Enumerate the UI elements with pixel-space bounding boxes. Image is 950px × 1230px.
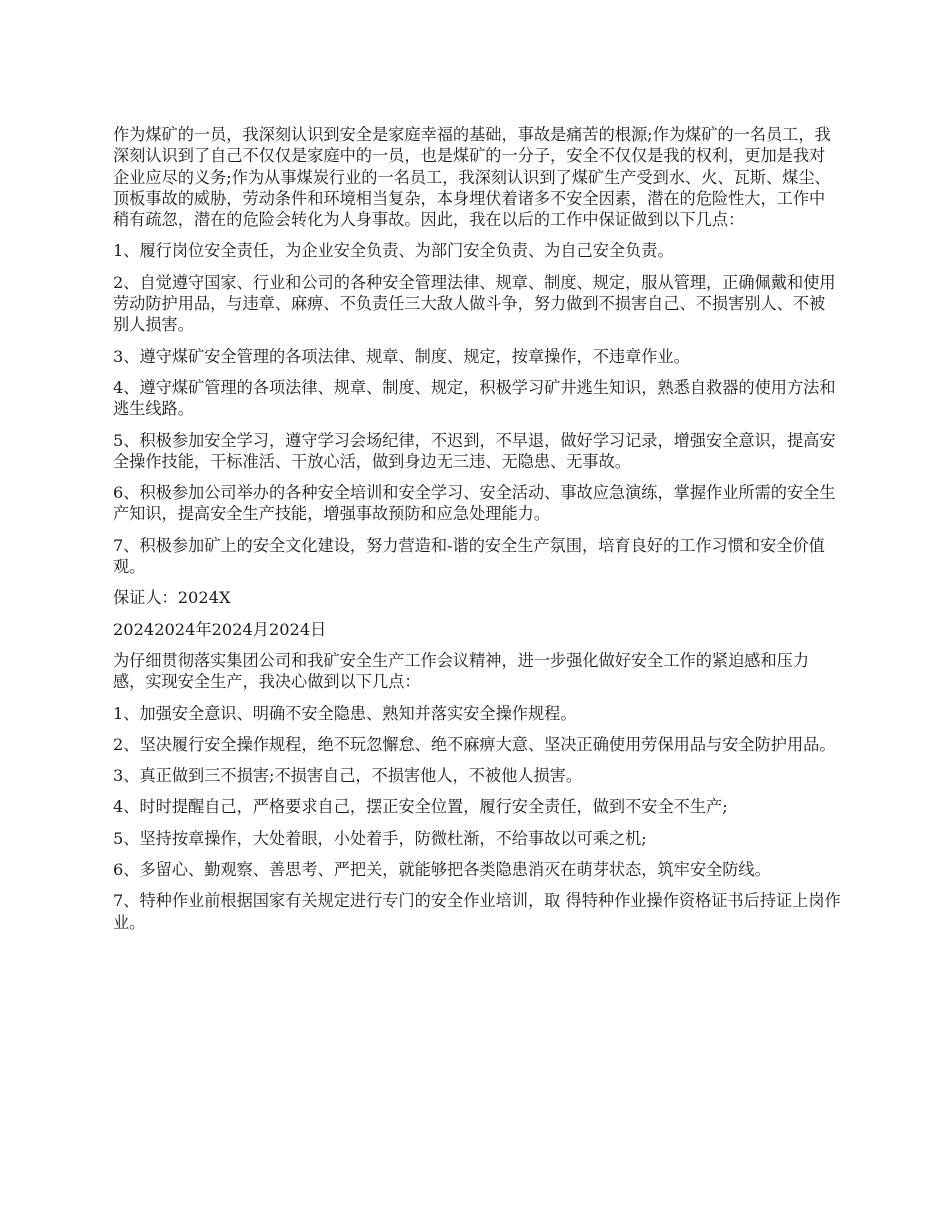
resolve-item-5: 5、坚持按章操作，大处着眼，小处着手，防微杜渐，不给事故以可乘之机; [113, 828, 647, 848]
document-body [113, 124, 841, 943]
pledge-item-1: 1、履行岗位安全责任，为企业安全负责、为部门安全负责、为自己安全负责。 [113, 241, 674, 261]
pledge-item-6: 6、积极参加公司举办的各种安全培训和安全学习、安全活动、事故应急演练，掌握作业所需的安全生产知识，提高安全生产技能，增强事故预防和应急处理能力。 [113, 483, 836, 524]
resolve-item-3: 3、真正做到三不损害;不损害自己，不损害他人，不被他人损害。 [113, 766, 583, 786]
guarantor-line: 保证人：2024X [113, 588, 231, 608]
resolve-item-2: 2、坚决履行安全操作规程，绝不玩忽懈怠、绝不麻痹大意、坚决正确使用劳保用品与安全防护用品。 [113, 734, 836, 754]
resolve-item-4: 4、时时提醒自己，严格要求自己，摆正安全位置，履行安全责任，做到不安全不生产; [113, 797, 728, 817]
resolve-item-6: 6、多留心、勤观察、善思考、严把关，就能够把各类隐患消灭在萌芽状态，筑牢安全防线。 [113, 860, 771, 880]
date-line: 20242024年2024月2024日 [113, 619, 327, 639]
resolve-item-1: 1、加强安全意识、明确不安全隐患、熟知并落实安全操作规程。 [113, 703, 577, 723]
second-intro-paragraph: 为仔细贯彻落实集团公司和我矿安全生产工作会议精神，进一步强化做好安全工作的紧迫感和压力感，实现安全生产，我决心做到以下几点： [113, 650, 810, 692]
intro-paragraph: 作为煤矿的一员，我深刻认识到安全是家庭幸福的基础，事故是痛苦的根源;作为煤矿的一名员工，我深刻认识到了自己不仅仅是家庭中的一员，也是煤矿的一分子，安全不仅仅是我的权利，更加是我对企业应尽的义务;作为从事煤炭行业的一名员工，我深刻认识到了煤矿生产受到水、火、瓦斯、煤尘、顶板事故的威胁，劳动条件和环境相当复杂，本身埋伏着诸多不安全因素，潜在的危险性大，工作中稍有疏忽，潜在的危险会转化为人身事故。因此，我在以后的工作中保证做到以下几点： [113, 125, 831, 230]
pledge-item-4: 4、遵守煤矿管理的各项法律、规章、制度、规定，积极学习矿井逃生知识，熟悉自救器的使用方法和逃生线路。 [113, 377, 836, 419]
pledge-item-7: 7、积极参加矿上的安全文化建设，努力营造和-谐的安全生产氛围，培育良好的工作习惯和安全价值观。 [113, 535, 825, 577]
resolve-item-7: 7、特种作业前根据国家有关规定进行专门的安全作业培训，取 得特种作业操作资格证书后持证上岗作业。 [113, 891, 841, 932]
pledge-item-5: 5、积极参加安全学习，遵守学习会场纪律，不迟到，不早退，做好学习记录，增强安全意识，提高安全操作技能，干标准活、干放心活，做到身边无三违、无隐患、无事故。 [113, 430, 836, 471]
pledge-item-2: 2、自觉遵守国家、行业和公司的各种安全管理法律、规章、制度、规定，服从管理，正确佩戴和使用劳动防护用品，与违章、麻痹、不负责任三大敌人做斗争，努力做到不损害自己、不损害别人、不被别人损害。 [113, 272, 836, 335]
pledge-item-3: 3、遵守煤矿安全管理的各项法律、规章、制度、规定，按章操作，不违章作业。 [113, 346, 690, 366]
